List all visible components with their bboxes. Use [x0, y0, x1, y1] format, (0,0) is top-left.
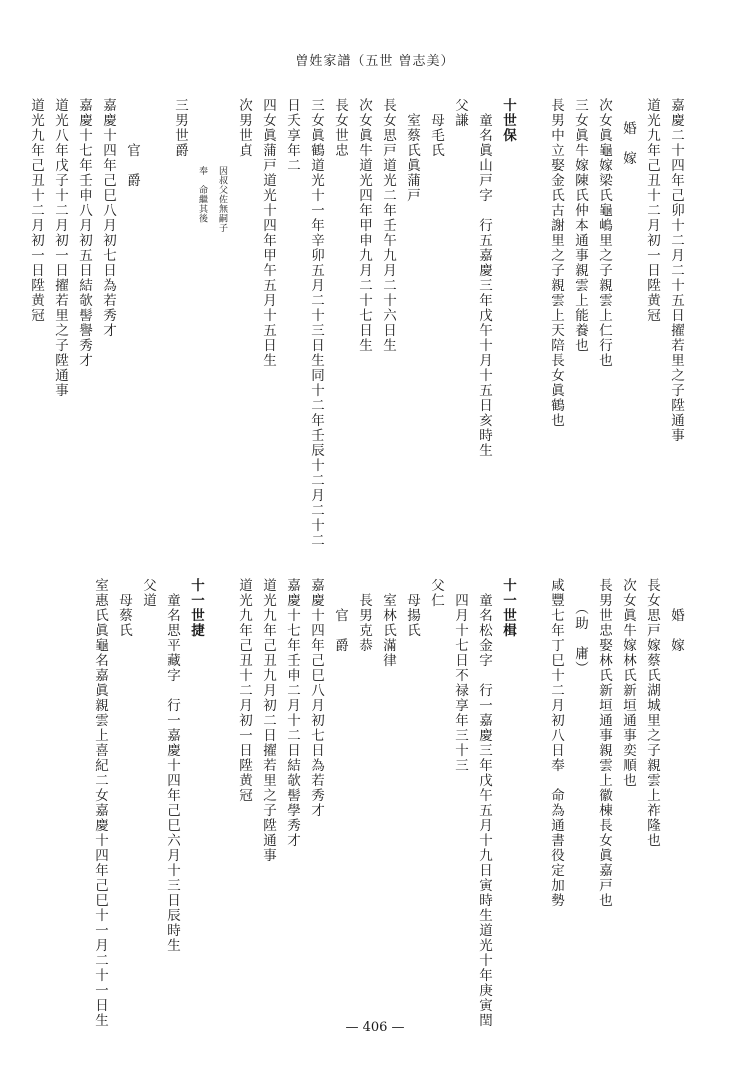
text-column: 四女眞蒲戸道光十四年甲午五月十五日生 [260, 98, 276, 368]
text-column: 官 爵 [124, 143, 140, 188]
text-column: 室惠氏眞龜名嘉眞親雲上喜紀二女嘉慶十四年己巳十一月二十一日生 [92, 578, 108, 1028]
text-column: 咸豐七年丁巳十二月初八日奉 命為通書役定加勢 [548, 578, 564, 908]
text-column: 道光九年己丑十二月初一日陞黄冠 [236, 578, 252, 803]
page-header: 曽姓家譜（五世 曽志美） [295, 54, 455, 69]
text-column: 長男克恭 [356, 593, 372, 653]
top-text-block [28, 98, 684, 548]
text-column: 三女眞鶴道光十一年辛卯五月二十三日生同十二年壬辰十二月二十二 [308, 98, 324, 548]
text-column: 因叔父佐無嗣子 [217, 165, 227, 232]
text-column: 母毛氏 [428, 113, 444, 158]
text-column: 長男世忠娶林氏新垣通事親雲上徽棟長女眞嘉戸也 [596, 578, 612, 908]
text-column: 長女世忠 [332, 98, 348, 158]
text-column: 父仁 [428, 578, 444, 608]
text-column: 母揚氏 [404, 593, 420, 638]
text-column: 道光九年己丑九月初二日擢若里之子陞通事 [260, 578, 276, 863]
text-column: 母蔡氏 [116, 593, 132, 638]
page-number: — 406 — [345, 1020, 405, 1035]
text-column: 童名眞山戸字 行五嘉慶三年戊午十月十五日亥時生 [476, 113, 492, 458]
text-column: 嘉慶十七年壬申八月初五日結欹髻譽秀才 [76, 98, 92, 368]
text-column: 父道 [140, 578, 156, 608]
text-column: 次女眞牛道光四年甲申九月二十七日生 [356, 98, 372, 353]
text-column: 道光八年戊子十二月初一日擢若里之子陞通事 [52, 98, 68, 398]
generation-heading: 十世保 [500, 98, 516, 143]
text-column: 長女思戸嫁蔡氏湖城里之子親雲上祚隆也 [644, 578, 660, 848]
text-column: 嘉慶二十四年己卯十二月二十五日擢若里之子陞通事 [668, 98, 684, 443]
text-column: 父謙 [452, 98, 468, 128]
text-column: 次女眞龜嫁梁氏龜嶋里之子親雲上仁行也 [596, 98, 612, 368]
text-column: 道光九年己丑十二月初一日陞黄冠 [644, 98, 660, 323]
text-column: 婚 嫁 [620, 120, 636, 166]
text-column: 官 爵 [332, 608, 348, 653]
text-column: 三女眞牛嫁陳氏仲本通事親雲上能養也 [572, 98, 588, 353]
text-column [212, 578, 226, 1018]
text-column: 婚 嫁 [668, 608, 684, 653]
text-column: 室林氏滿律 [380, 593, 396, 668]
text-column [524, 578, 538, 1018]
text-column [148, 98, 162, 538]
text-column: 嘉慶十七年壬申二月十二日結欹髻學秀才 [284, 578, 300, 848]
text-column: （助 庸） [572, 600, 588, 676]
text-column [524, 98, 538, 538]
generation-heading: 十一世捷 [188, 578, 204, 638]
text-column: 童名思平藏字 行一嘉慶十四年己巳六月十三日辰時生 [164, 593, 180, 953]
text-column: 次女眞牛嫁林氏新垣通事奕順也 [620, 578, 636, 788]
text-column: 次男世貞 [236, 98, 252, 158]
text-column: 嘉慶十四年己巳八月初七日為若秀才 [308, 578, 324, 818]
text-column: 三男世爵 [172, 98, 188, 158]
text-column: 長女思戸道光二年壬午九月二十六日生 [380, 98, 396, 353]
text-column: 嘉慶十四年己巳八月初七日為若秀才 [100, 98, 116, 338]
text-column: 長男中立娶金氏古謝里之子親雲上天陪長女眞鶴也 [548, 98, 564, 428]
generation-heading: 十一世楫 [500, 578, 516, 638]
text-column: 日夭享年二 [284, 98, 300, 173]
text-column: 四月十七日不禄享年三十三 [452, 593, 468, 773]
text-column: 奉 命繼其後 [197, 165, 207, 223]
text-column: 室蔡氏眞蒲戸 [404, 113, 420, 203]
text-column: 童名松金字 行一嘉慶三年戊午五月十九日寅時生道光十年庚寅閏 [476, 593, 492, 1028]
text-column: 道光九年己丑十二月初一日陞黄冠 [28, 98, 44, 323]
